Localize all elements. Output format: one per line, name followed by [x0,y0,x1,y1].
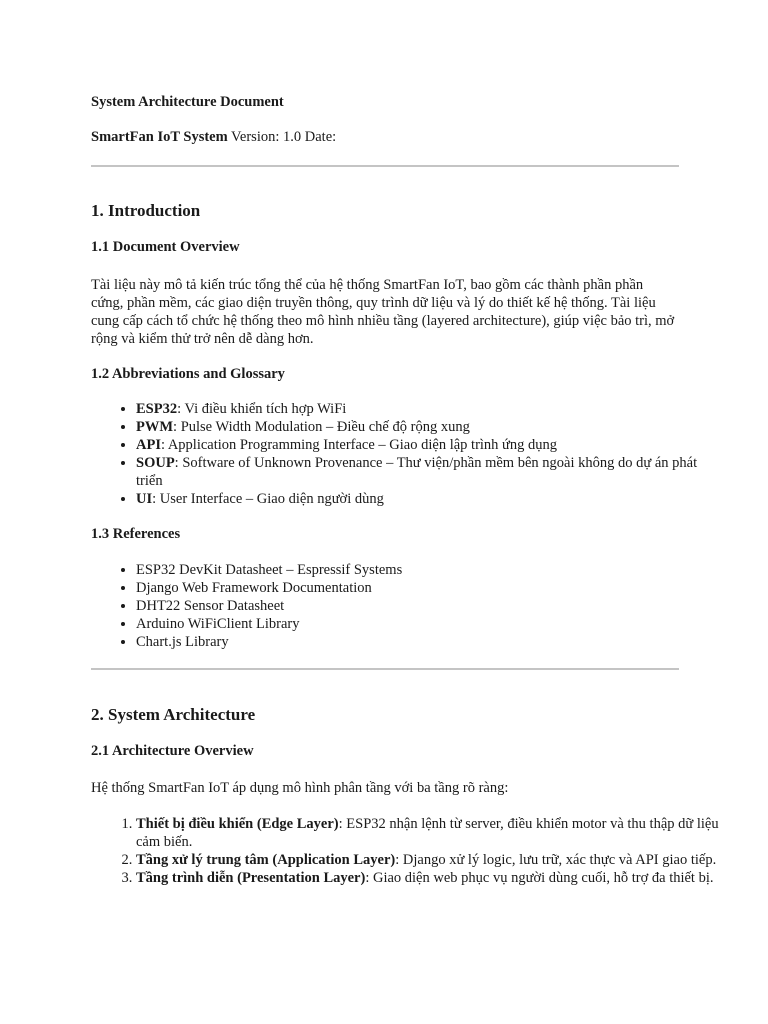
glossary-desc: : Software of Unknown Provenance – Thư viện/phần mềm bên ngoài không do dự án phát triển [136,455,698,489]
section-2-1-heading: 2.1 Architecture Overview [91,743,254,759]
reference-item: • Arduino WiFiClient Library [136,615,724,633]
glossary-item [136,400,724,418]
reference-item: • ESP32 DevKit Datasheet – Espressif Systems [136,561,724,579]
glossary-term: PWM [136,419,174,435]
layer-item [136,851,724,869]
section-1-1-paragraph: Tài liệu này mô tả kiến trúc tổng thể của hệ thống SmartFan IoT, bao gồm các thành phần phần cứng, phần mềm, các giao diện truyền thông, quy trình dữ liệu và lý do thiết kế hệ thống. Tài liệu cung cấp cách tổ chức hệ thống theo mô hình nhiều tầng (layered architecture), giúp việc bảo trì, mở rộng và kiểm thử trở nên dễ dàng hơn. [91,277,675,347]
section-1-3-heading: 1.3 References [91,526,181,542]
glossary-desc: : User Interface – Giao diện người dùng [152,491,384,507]
document-title: System Architecture Document [91,94,284,110]
version-date: Version: 1.0 Date: [227,129,337,145]
layer-term: Tầng trình diễn (Presentation Layer) [136,870,366,886]
layer-desc: : ESP32 nhận lệnh từ server, điều khiển motor và thu thập dữ liệu cảm biến. [136,816,719,850]
layer-desc: : Django xử lý logic, lưu trữ, xác thực và API giao tiếp. [395,852,717,868]
section-2-1-intro: Hệ thống SmartFan IoT áp dụng mô hình phân tầng với ba tầng rõ ràng: [91,780,509,796]
reference-item: • DHT22 Sensor Datasheet [136,597,724,615]
glossary-item [136,490,724,508]
section-1-heading: 1. Introduction [91,201,201,220]
divider-middle [91,668,679,670]
system-name: SmartFan IoT System [91,129,228,145]
glossary-desc: : Application Programming Interface – Giao diện lập trình ứng dụng [160,437,558,453]
section-1-1-heading: 1.1 Document Overview [91,239,240,255]
reference-item: • Chart.js Library [136,633,724,651]
layers-list [91,815,724,887]
layer-term: Thiết bị điều khiển (Edge Layer) [136,816,339,832]
layer-desc: : Giao diện web phục vụ người dùng cuối, hỗ trợ đa thiết bị. [365,870,714,886]
glossary-list [91,400,724,508]
glossary-term: ESP32 [136,401,178,417]
section-1-2-heading: 1.2 Abbreviations and Glossary [91,366,285,382]
section-2-heading: 2. System Architecture [91,705,256,724]
document-meta [91,129,336,146]
layer-item [136,869,724,887]
reference-item: • Django Web Framework Documentation [136,579,724,597]
glossary-desc: : Pulse Width Modulation – Điều chế độ rộng xung [173,419,470,435]
glossary-item [136,436,724,454]
layer-term: Tầng xử lý trung tâm (Application Layer) [136,852,396,868]
glossary-desc: : Vi điều khiển tích hợp WiFi [177,401,347,417]
divider-top [91,165,679,167]
references-list [91,561,724,651]
glossary-item [136,454,724,490]
glossary-item [136,418,724,436]
glossary-term: UI [136,491,153,507]
glossary-term: SOUP [136,455,175,471]
glossary-term: API [136,437,161,453]
layer-item [136,815,724,851]
